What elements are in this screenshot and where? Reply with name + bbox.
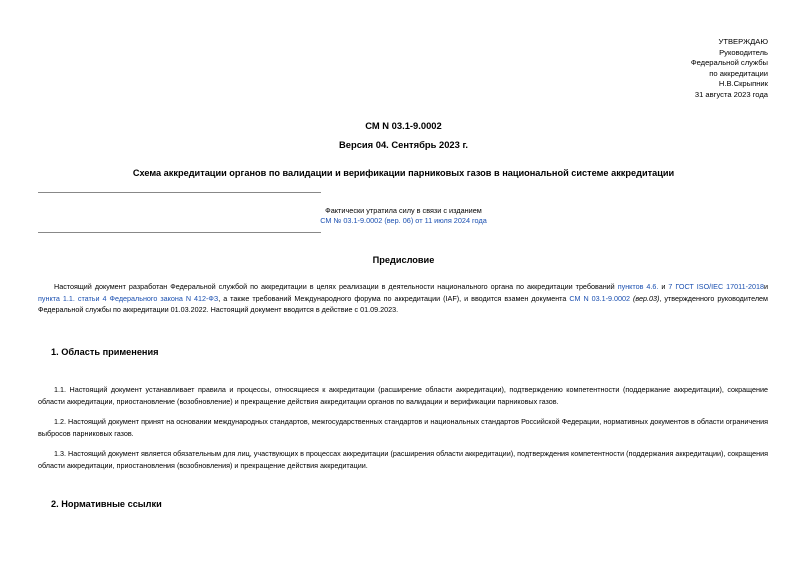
- clause-text: 1.2. Настоящий документ принят на основании международных стандартов, межгосударственных стандартов и национальных стандартов Российской Федерации, нормативных документов в области ограничения выбросов парниковых газов.: [38, 417, 768, 438]
- preface-text: и: [763, 282, 768, 291]
- approval-line: по аккредитации: [709, 68, 768, 78]
- approval-date: 31 августа 2023 года: [694, 89, 768, 99]
- approval-line: УТВЕРЖДАЮ: [718, 37, 768, 46]
- section-2-heading: 2. Нормативные ссылки: [51, 499, 162, 509]
- void-notice-text: Фактически утратила силу в связи с изданием: [325, 206, 482, 215]
- preface-text: , а также требований Международного форума по аккредитации (IAF), и вводится взамен документа: [218, 293, 570, 303]
- approval-block: [691, 37, 768, 101]
- preface-text: Настоящий документ разработан Федеральной службой по аккредитации в целях реализации в деятельности национального органа по аккредитации требований: [54, 282, 618, 291]
- divider-bottom: [38, 232, 321, 233]
- clause-text: 1.3. Настоящий документ является обязательным для лиц, участвующих в процессах аккредитации (расширения области аккредитации), подтверждения компетентности (поддержания аккредитации), сокращения области аккредитации, приостановления (возобновления) и прекращение действия аккредитации.: [38, 449, 768, 470]
- document-title: Схема аккредитации органов по валидации и верификации парниковых газов в национальной системе аккредитации: [132, 168, 675, 178]
- preface-text: и: [658, 282, 669, 291]
- clause-1-2: [38, 416, 768, 439]
- gost-iso-iec-17011-link[interactable]: 7 ГОСТ ISO/IEC 17011-2018: [668, 282, 764, 291]
- divider-top: [38, 192, 321, 193]
- document-version: Версия 04. Сентябрь 2023 г.: [338, 139, 469, 150]
- clause-text: 1.1. Настоящий документ устанавливает правила и процессы, относящиеся к аккредитации (расширение области аккредитации), подтверждению компетентности (поддержание аккредитации), сокращение области аккредитации, приостановление (возобновление) и прекращение действия аккредитации органов по валидации и верификации парниковых газов.: [38, 385, 768, 406]
- approval-line: Федеральной службы: [690, 58, 768, 68]
- document-code: СМ N 03.1-9.0002: [365, 120, 442, 131]
- federal-law-412-link[interactable]: пункта 1.1. статьи 4 Федерального закона N 412-ФЗ: [38, 293, 219, 303]
- preface-heading: Предисловие: [372, 255, 435, 265]
- replacement-document-link[interactable]: СМ № 03.1-9.0002 (вер. 06) от 11 июля 2024 года: [320, 216, 487, 225]
- preface-paragraph: [38, 281, 768, 316]
- clause-1-3: [38, 448, 768, 471]
- clause-1-1: [38, 384, 768, 407]
- void-notice-line: [0, 216, 807, 225]
- previous-version-note: (вер.03): [633, 293, 660, 303]
- section-1-heading: 1. Область применения: [51, 347, 159, 357]
- approval-signatory: Н.В.Скрыпник: [718, 79, 768, 89]
- preface-text: , утвержденного руководителем Федеральной службы по аккредитации 01.03.2022. Настоящий документ вводится в действие с 01.09.2023.: [38, 293, 768, 315]
- approval-line: Руководитель: [719, 47, 768, 57]
- previous-document-link[interactable]: СМ N 03.1-9.0002: [569, 293, 631, 303]
- clause-4-6-link[interactable]: пунктов 4.6.: [617, 282, 659, 291]
